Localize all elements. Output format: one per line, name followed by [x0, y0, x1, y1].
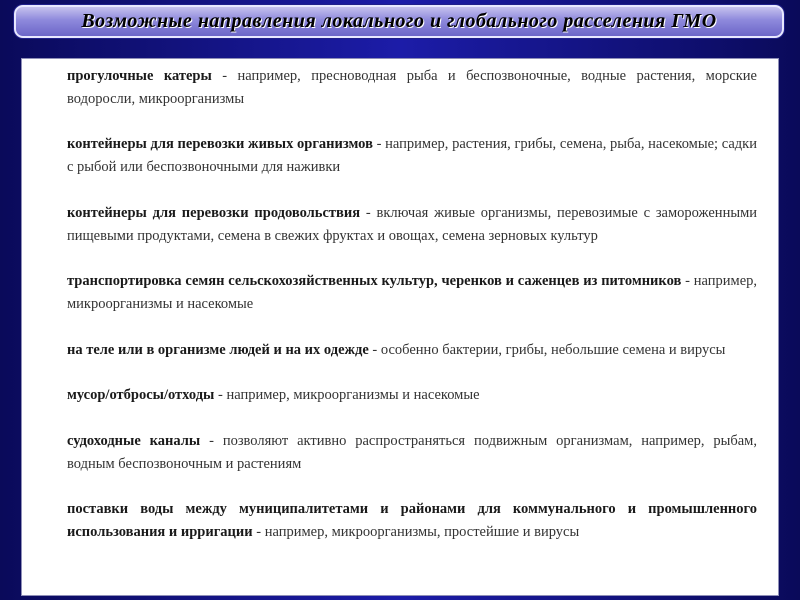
- entry-text: - например, пресноводная рыба и беспозвоночные, водные растения, морские водоросли, микроорганизмы: [67, 68, 757, 107]
- entry-term: судоходные каналы: [67, 432, 201, 449]
- list-item: [67, 270, 757, 316]
- entry-term: транспортировка семян сельскохозяйственных культур, черенков и саженцев из питомников: [67, 273, 682, 290]
- content-panel: [21, 58, 779, 596]
- entry-term: поставки воды между муниципалитетами и районами для коммунального и промышленного использования и ирригации: [67, 501, 757, 540]
- list-item: [67, 133, 757, 179]
- entry-text: - например, микроорганизмы и насекомые: [214, 387, 480, 404]
- list-item: [67, 430, 757, 476]
- entry-term: контейнеры для перевозки продовольствия: [67, 204, 361, 221]
- list-item: [67, 202, 757, 248]
- entry-text: - например, микроорганизмы и насекомые: [67, 273, 758, 312]
- entry-term: прогулочные катеры: [67, 68, 212, 84]
- list-item: [67, 384, 757, 407]
- slide-title: Возможные направления локального и глобального расселения ГМО: [81, 10, 717, 32]
- entry-term: контейнеры для перевозки живых организмов: [67, 136, 373, 153]
- entry-text: - включая живые организмы, перевозимые с замороженными пищевыми продуктами, семена в свежих фруктах и овощах, семена зерновых культур: [67, 204, 758, 244]
- entry-text: - например, микроорганизмы, простейшие и вирусы: [252, 523, 580, 540]
- list-item: [67, 498, 757, 544]
- entry-term: мусор/отбросы/отходы: [67, 387, 215, 404]
- entry-text: - например, растения, грибы, семена, рыба, насекомые; садки с рыбой или беспозвоночными для наживки: [67, 136, 757, 176]
- list-item: [67, 65, 757, 111]
- entry-text: - особенно бактерии, грибы, небольшие семена и вирусы: [368, 341, 726, 358]
- list-item: [67, 339, 757, 362]
- title-banner: [14, 5, 784, 38]
- entry-text: - позволяют активно распространяться подвижным организмам, например, рыбам, водным беспозвоночным и растениям: [67, 432, 757, 472]
- entry-term: на теле или в организме людей и на их одежде: [67, 341, 369, 358]
